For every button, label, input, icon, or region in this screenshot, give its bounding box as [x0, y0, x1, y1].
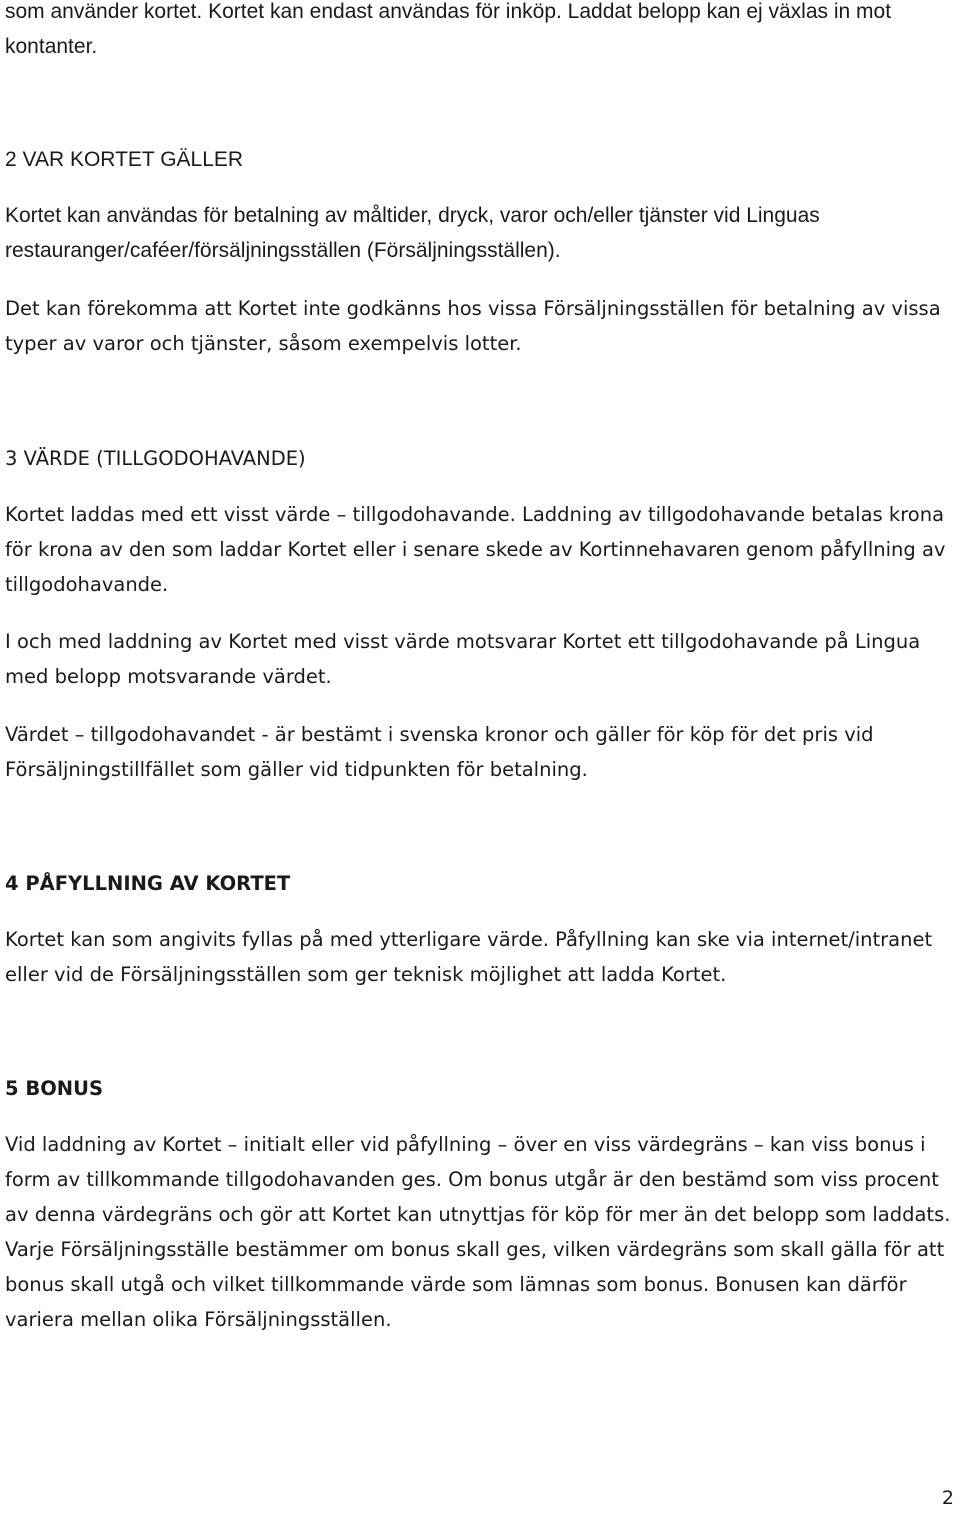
section-5-paragraph-1: Vid laddning av Kortet – initialt eller vid påfyllning – över en viss värdegräns – kan viss bonus i form av tillkommande tillgodohavanden ges. Om bonus utgår är den bestämd som viss procent av denna värdegräns och gör att Kortet kan utnyttjas för köp för mer än det belopp som laddats. Varje Försäljningsställe bestämmer om bonus skall ges, vilken värdegräns som skall gälla för att bonus skall utgå och vilket tillkommande värde som lämnas som bonus. Bonusen kan därför variera mellan olika Försäljningsställen.: [5, 1133, 951, 1331]
section-heading-5: 5 BONUS: [5, 1077, 103, 1100]
section-heading-2: 2 VAR KORTET GÄLLER: [5, 148, 244, 171]
section-heading-4: 4 PÅFYLLNING AV KORTET: [5, 872, 291, 895]
section-3-paragraph-3: Värdet – tillgodohavandet - är bestämt i svenska kronor och gäller för köp för det pris vid Försäljningstillfället som gäller vid tidpunkten för betalning.: [5, 723, 874, 781]
section-2-paragraph-1: Kortet kan användas för betalning av måltider, dryck, varor och/eller tjänster vid Linguas restauranger/caféer/försäljningsställen (Försäljningsställen).: [5, 204, 820, 262]
section-4-paragraph-1: Kortet kan som angivits fyllas på med ytterligare värde. Påfyllning kan ske via internet/intranet eller vid de Försäljningsställen som ger teknisk möjlighet att ladda Kortet.: [5, 928, 933, 986]
page-number: 2: [941, 1487, 954, 1509]
intro-paragraph: som använder kortet. Kortet kan endast användas för inköp. Laddat belopp kan ej växlas in mot kontanter.: [5, 0, 892, 58]
section-3-paragraph-1: Kortet laddas med ett visst värde – tillgodohavande. Laddning av tillgodohavande betalas krona för krona av den som laddar Kortet eller i senare skede av Kortinnehavaren genom påfyllning av tillgodohavande.: [5, 503, 946, 596]
section-heading-3: 3 VÄRDE (TILLGODOHAVANDE): [5, 447, 306, 470]
section-3-paragraph-2: I och med laddning av Kortet med visst värde motsvarar Kortet ett tillgodohavande på Lingua med belopp motsvarande värdet.: [5, 630, 921, 688]
section-2-paragraph-2: Det kan förekomma att Kortet inte godkänns hos vissa Försäljningsställen för betalning av vissa typer av varor och tjänster, såsom exempelvis lotter.: [5, 297, 941, 355]
